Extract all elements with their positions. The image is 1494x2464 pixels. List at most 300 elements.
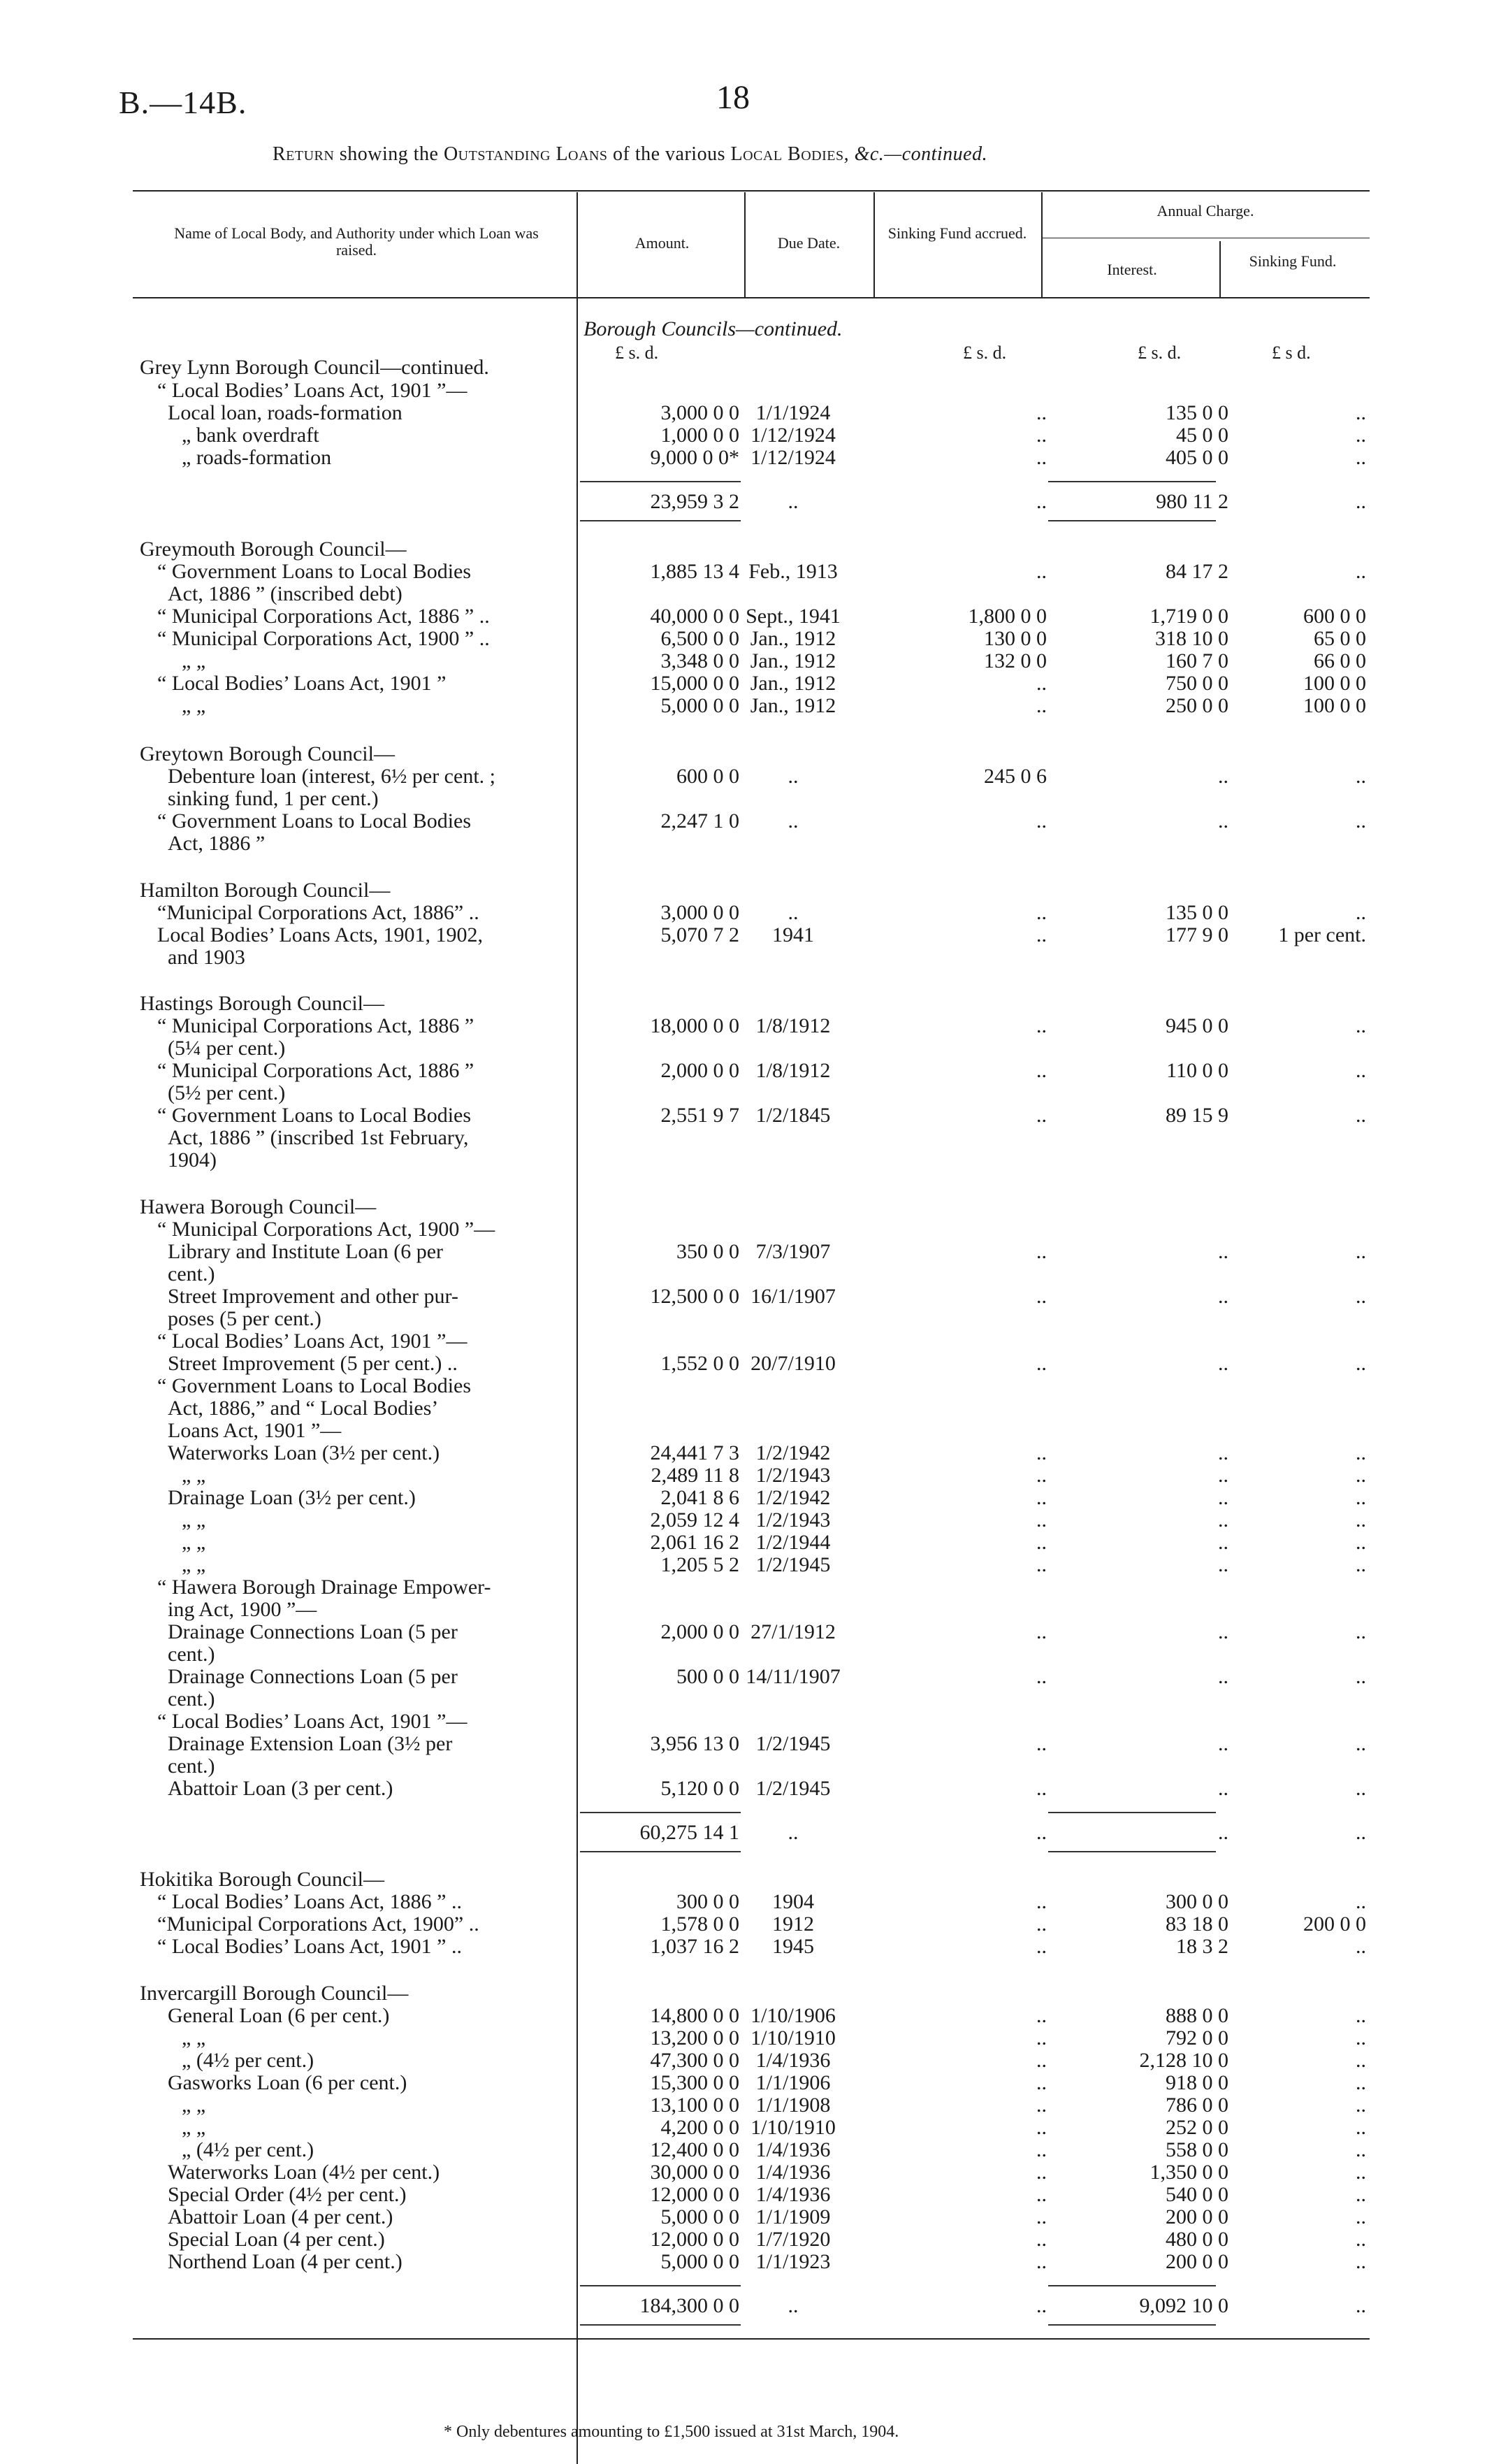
table-row [0, 1330, 1494, 1353]
table-row [0, 605, 1494, 628]
loan-description: “ Local Bodies’ Loans Act, 1901 ” .. [157, 1935, 462, 1958]
due-date-cell: .. [788, 901, 799, 924]
sinking-accrued-cell: .. [1036, 1665, 1047, 1688]
loan-description: “ Local Bodies’ Loans Act, 1901 ” [157, 672, 447, 695]
interest-cell: 135 0 0 [1166, 401, 1228, 424]
due-date-cell: 1/2/1945 [755, 1553, 831, 1576]
sinking-accrued-cell: .. [1036, 1240, 1047, 1263]
due-date-cell: 1/2/1943 [755, 1464, 831, 1487]
sinking-fund-cell: .. [1356, 1890, 1366, 1913]
loan-description: „ bank overdraft [182, 424, 319, 447]
table-row [0, 1599, 1494, 1621]
sinking-fund-cell: .. [1356, 1104, 1366, 1127]
loan-description: “ Municipal Corporations Act, 1886 ” [157, 1014, 474, 1037]
table-row [0, 1532, 1494, 1554]
sinking-fund-cell: .. [1356, 2049, 1366, 2072]
amount-cell: 15,300 0 0 [650, 2071, 739, 2094]
total-amount-rule [580, 1851, 741, 1852]
amount-cell: 47,300 0 0 [650, 2049, 739, 2072]
due-date-cell: 1/4/1936 [755, 2138, 831, 2161]
loan-description: „ (4½ per cent.) [182, 2138, 314, 2161]
loan-description: „ „ [182, 1553, 206, 1576]
loan-description: „ „ [182, 2094, 206, 2117]
amount-cell: 30,000 0 0 [650, 2161, 739, 2184]
amount-cell: 2,059 12 4 [650, 1508, 739, 1532]
loan-description: “ Hawera Borough Drainage Empower- [157, 1576, 491, 1599]
sinking-accrued-cell: .. [1036, 1912, 1047, 1936]
loan-description: Library and Institute Loan (6 per [168, 1240, 444, 1263]
table-row [0, 1082, 1494, 1104]
sinking-accrued-cell: .. [1036, 1531, 1047, 1554]
sinking-fund-cell: .. [1356, 2026, 1366, 2049]
col-name-header: Name of Local Body, and Authority under which Loan was raised. [174, 224, 539, 259]
table-row [0, 2251, 1494, 2273]
sinking-accrued-cell: .. [1036, 2094, 1047, 2117]
title-prefix: Return [273, 143, 335, 165]
table-row [0, 1621, 1494, 1643]
due-date-cell: 1/2/1943 [755, 1508, 831, 1532]
sinking-accrued-cell: .. [1036, 401, 1047, 424]
table-row [0, 833, 1494, 855]
amount-cell: 4,200 0 0 [660, 2116, 739, 2139]
sinking-fund-cell: 600 0 0 [1303, 605, 1366, 628]
sinking-accrued-cell: .. [1036, 2026, 1047, 2049]
table-row [0, 1375, 1494, 1397]
interest-cell: 1,350 0 0 [1149, 2161, 1228, 2184]
loan-description: Drainage Loan (3½ per cent.) [168, 1486, 416, 1509]
total-interest-rule [1048, 1851, 1216, 1852]
sinking-fund-cell: .. [1356, 1240, 1366, 1263]
table-row [0, 1104, 1494, 1127]
amount-cell: 5,120 0 0 [660, 1777, 739, 1800]
due-date-cell: 20/7/1910 [750, 1352, 836, 1375]
loan-description: “ Municipal Corporations Act, 1886 ” .. [157, 605, 490, 628]
amount-cell: 1,000 0 0 [660, 424, 739, 447]
amount-cell: 24,441 7 3 [650, 1441, 739, 1464]
sinking-accrued-cell: .. [1036, 1553, 1047, 1576]
sinking-fund-cell: .. [1356, 1352, 1366, 1375]
interest-cell: 300 0 0 [1166, 1890, 1228, 1913]
title-suffix: , &c.—continued. [843, 143, 988, 165]
loan-description: “ Local Bodies’ Loans Act, 1901 ”— [157, 379, 467, 402]
sinking-fund-cell: 65 0 0 [1314, 627, 1366, 650]
table-row [0, 2117, 1494, 2139]
sinking-fund-cell: .. [1356, 490, 1366, 513]
interest-cell: .. [1218, 1441, 1228, 1464]
sinking-fund-cell: 200 0 0 [1303, 1912, 1366, 1936]
loan-description: „ roads-formation [182, 446, 332, 469]
col-divider-5 [1219, 241, 1221, 297]
amount-cell: 500 0 0 [676, 1665, 739, 1688]
table-row [0, 402, 1494, 424]
loan-description: Act, 1886,” and “ Local Bodies’ [168, 1397, 439, 1420]
sinking-accrued-cell: .. [1036, 901, 1047, 924]
table-row [0, 2184, 1494, 2206]
total-interest-rule [1048, 2324, 1216, 2326]
sinking-accrued-cell: .. [1036, 1104, 1047, 1127]
due-date-cell: 1/4/1936 [755, 2183, 831, 2206]
loan-description: Northend Loan (4 per cent.) [168, 2250, 402, 2273]
table-row [0, 765, 1494, 788]
total-amount-rule [580, 520, 741, 521]
col-sinking-fund-header: Sinking Fund. [1249, 252, 1337, 270]
interest-cell: 45 0 0 [1176, 424, 1228, 447]
loan-description: Street Improvement and other pur- [168, 1285, 458, 1308]
amount-cell: 3,000 0 0 [660, 901, 739, 924]
sinking-accrued-cell: .. [1036, 1935, 1047, 1958]
interest-cell: 980 11 2 [1156, 490, 1228, 513]
table-row [0, 2206, 1494, 2228]
sinking-accrued-cell: .. [1036, 1508, 1047, 1532]
table-row [0, 1015, 1494, 1037]
amount-cell: 3,348 0 0 [660, 649, 739, 672]
loan-description: „ „ [182, 1508, 206, 1532]
sinking-fund-cell: .. [1356, 2228, 1366, 2251]
amount-cell: 1,552 0 0 [660, 1352, 739, 1375]
table-row [0, 628, 1494, 650]
page-number: 18 [716, 79, 750, 116]
sinking-fund-cell: .. [1356, 765, 1366, 788]
interest-cell: 177 9 0 [1166, 923, 1228, 946]
sinking-fund-cell: .. [1356, 401, 1366, 424]
amount-cell: 2,551 9 7 [660, 1104, 739, 1127]
col-sinking-accrued-header: Sinking Fund accrued. [887, 224, 1027, 242]
total-interest-rule [1048, 2285, 1216, 2286]
due-date-cell: Sept., 1941 [746, 605, 841, 628]
loan-description: Waterworks Loan (3½ per cent.) [168, 1441, 440, 1464]
amount-cell: 600 0 0 [676, 765, 739, 788]
table-row [0, 1576, 1494, 1599]
sinking-fund-cell: .. [1356, 2183, 1366, 2206]
local-body-heading: Hamilton Borough Council— [140, 879, 391, 902]
sinking-accrued-cell: .. [1036, 1821, 1047, 1844]
interest-cell: 2,128 10 0 [1139, 2049, 1228, 2072]
interest-cell: .. [1218, 1821, 1228, 1844]
interest-cell: 540 0 0 [1166, 2183, 1228, 2206]
title-mid2: of the various [607, 143, 731, 165]
col-due-header: Due Date. [777, 234, 841, 252]
page-title [273, 143, 987, 166]
amount-cell: 2,000 0 0 [660, 1059, 739, 1082]
interest-cell: .. [1218, 1464, 1228, 1487]
interest-cell: .. [1218, 1665, 1228, 1688]
interest-cell: 200 0 0 [1166, 2205, 1228, 2228]
table-row [0, 1666, 1494, 1688]
table-row [0, 879, 1494, 902]
loan-description: “ Government Loans to Local Bodies [157, 1374, 472, 1397]
due-date-cell: 1/1/1924 [755, 401, 831, 424]
amount-cell: 13,100 0 0 [650, 2094, 739, 2117]
loan-description: „ „ [182, 649, 206, 672]
loan-description: Debenture loan (interest, 6½ per cent. ; [168, 765, 495, 788]
sinking-accrued-cell: .. [1036, 424, 1047, 447]
sinking-accrued-cell: .. [1036, 1285, 1047, 1308]
interest-cell: 1,719 0 0 [1149, 605, 1228, 628]
amount-cell: 300 0 0 [676, 1890, 739, 1913]
table-row [0, 1241, 1494, 1263]
sinking-fund-cell: .. [1356, 1777, 1366, 1800]
table-row [0, 743, 1494, 765]
amount-cell: 350 0 0 [676, 1240, 739, 1263]
sinking-accrued-cell: .. [1036, 2250, 1047, 2273]
sinking-accrued-cell: .. [1036, 1486, 1047, 1509]
amount-cell: 5,000 0 0 [660, 694, 739, 717]
due-date-cell: 1/1/1906 [755, 2071, 831, 2094]
due-date-cell: 1/1/1909 [755, 2205, 831, 2228]
total-interest-rule [1048, 481, 1216, 482]
loan-description: Act, 1886 ” (inscribed 1st February, [168, 1126, 469, 1149]
table-row [0, 1442, 1494, 1464]
loan-description: cent.) [168, 1687, 215, 1710]
sinking-fund-cell: .. [1356, 2004, 1366, 2027]
due-date-cell: 1941 [772, 923, 814, 946]
sinking-accrued-cell: .. [1036, 1777, 1047, 1800]
sinking-accrued-cell: .. [1036, 2049, 1047, 2072]
loan-description: Waterworks Loan (4½ per cent.) [168, 2161, 440, 2184]
col-interest-header: Interest. [1107, 261, 1157, 278]
loan-description: ing Act, 1900 ”— [168, 1598, 317, 1621]
due-date-cell: .. [788, 765, 799, 788]
sinking-accrued-cell: .. [1036, 1620, 1047, 1643]
interest-cell: 9,092 10 0 [1139, 2294, 1228, 2317]
amount-cell: 12,400 0 0 [650, 2138, 739, 2161]
due-date-cell: 1/2/1944 [755, 1531, 831, 1554]
loan-description: (5½ per cent.) [168, 1081, 286, 1104]
due-date-cell: Feb., 1913 [748, 560, 838, 583]
due-date-cell: 1/4/1936 [755, 2049, 831, 2072]
loan-description: cent.) [168, 1262, 215, 1285]
local-body-heading: Grey Lynn Borough Council—continued. [140, 356, 489, 379]
table-row [0, 1643, 1494, 1666]
sinking-accrued-cell: .. [1036, 560, 1047, 583]
sinking-accrued-cell: 130 0 0 [984, 627, 1047, 650]
interest-cell: 318 10 0 [1155, 627, 1228, 650]
sinking-fund-cell: 1 per cent. [1278, 923, 1366, 946]
local-body-heading: Hastings Borough Council— [140, 992, 384, 1015]
sinking-fund-cell: 100 0 0 [1303, 672, 1366, 695]
interest-cell: 918 0 0 [1166, 2071, 1228, 2094]
due-date-cell: 1/10/1910 [750, 2026, 836, 2049]
interest-cell: 160 7 0 [1166, 649, 1228, 672]
amount-cell: 13,200 0 0 [650, 2026, 739, 2049]
loan-description: Loans Act, 1901 ”— [168, 1419, 342, 1442]
amount-cell: 14,800 0 0 [650, 2004, 739, 2027]
sinking-fund-cell: .. [1356, 2094, 1366, 2117]
table-row [0, 424, 1494, 447]
local-body-heading: Hokitika Borough Council— [140, 1868, 384, 1891]
sinking-accrued-cell: .. [1036, 1464, 1047, 1487]
interest-cell: .. [1218, 1777, 1228, 1800]
sinking-accrued-cell: .. [1036, 1732, 1047, 1755]
table-row [0, 1891, 1494, 1913]
amount-cell: 2,061 16 2 [650, 1531, 739, 1554]
sinking-accrued-cell: .. [1036, 2294, 1047, 2317]
table-row [0, 2228, 1494, 2251]
interest-cell: .. [1218, 1486, 1228, 1509]
table-row [0, 1037, 1494, 1060]
sinking-accrued-cell: .. [1036, 446, 1047, 469]
table-row [0, 2161, 1494, 2184]
loan-description: sinking fund, 1 per cent.) [168, 787, 379, 810]
loan-description: „ (4½ per cent.) [182, 2049, 314, 2072]
loan-description: 1904) [168, 1148, 217, 1172]
table-row [0, 561, 1494, 583]
due-date-cell: 1/8/1912 [755, 1014, 831, 1037]
local-body-heading: Greymouth Borough Council— [140, 538, 407, 561]
sinking-accrued-cell: .. [1036, 1352, 1047, 1375]
title-smallcaps: Outstanding Loans [443, 143, 608, 165]
amount-cell: 3,000 0 0 [660, 401, 739, 424]
sinking-accrued-cell: .. [1036, 1890, 1047, 1913]
table-row [0, 1688, 1494, 1710]
table-row [0, 2139, 1494, 2161]
table-row [0, 672, 1494, 695]
due-date-cell: 1945 [772, 1935, 814, 1958]
col-divider-2 [744, 192, 746, 297]
sinking-fund-cell: .. [1356, 2161, 1366, 2184]
interest-cell: 18 3 2 [1176, 1935, 1228, 1958]
amount-cell: 2,041 8 6 [660, 1486, 739, 1509]
due-date-cell: Jan., 1912 [750, 627, 836, 650]
table-row [0, 1982, 1494, 2005]
interest-cell: 252 0 0 [1166, 2116, 1228, 2139]
interest-cell: 250 0 0 [1166, 694, 1228, 717]
table-row [0, 788, 1494, 810]
due-date-cell: 7/3/1907 [755, 1240, 831, 1263]
table-row [0, 1913, 1494, 1936]
interest-cell: .. [1218, 1285, 1228, 1308]
amount-cell: 2,247 1 0 [660, 809, 739, 833]
due-date-cell: .. [788, 1821, 799, 1844]
due-date-cell: 1/8/1912 [755, 1059, 831, 1082]
sinking-fund-cell: .. [1356, 560, 1366, 583]
due-date-cell: 1/12/1924 [750, 446, 836, 469]
loan-description: Act, 1886 ” [168, 832, 266, 855]
amount-cell: 18,000 0 0 [650, 1014, 739, 1037]
interest-cell: .. [1218, 809, 1228, 833]
table-row [0, 695, 1494, 717]
amount-cell: 2,489 11 8 [651, 1464, 739, 1487]
col-divider-4 [1041, 192, 1043, 297]
interest-cell: 84 17 2 [1166, 560, 1228, 583]
sinking-accrued-cell: 1,800 0 0 [968, 605, 1047, 628]
table-row [0, 946, 1494, 969]
total-interest-rule [1048, 520, 1216, 521]
due-date-cell: 1/2/1942 [755, 1486, 831, 1509]
loan-description: “ Government Loans to Local Bodies [157, 809, 472, 833]
sinking-fund-cell: .. [1356, 424, 1366, 447]
sinking-accrued-cell: .. [1036, 2183, 1047, 2206]
sinking-accrued-cell: .. [1036, 694, 1047, 717]
due-date-cell: Jan., 1912 [750, 694, 836, 717]
sinking-fund-cell: .. [1356, 2116, 1366, 2139]
loan-description: Special Loan (4 per cent.) [168, 2228, 385, 2251]
interest-cell: 110 0 0 [1166, 1059, 1228, 1082]
sinking-fund-cell: .. [1356, 2138, 1366, 2161]
sinking-fund-cell: .. [1356, 1935, 1366, 1958]
interest-cell: 200 0 0 [1166, 2250, 1228, 2273]
table-row [0, 2072, 1494, 2094]
amount-cell: 1,578 0 0 [660, 1912, 739, 1936]
table-row [0, 1733, 1494, 1755]
amount-cell: 12,000 0 0 [650, 2228, 739, 2251]
due-date-cell: 1912 [772, 1912, 814, 1936]
interest-cell: 405 0 0 [1166, 446, 1228, 469]
amount-cell: 5,000 0 0 [660, 2250, 739, 2273]
table-row [0, 1710, 1494, 1733]
sinking-fund-cell: 66 0 0 [1314, 649, 1366, 672]
sinking-accrued-cell: .. [1036, 2004, 1047, 2027]
total-row [0, 2295, 1494, 2317]
sinking-fund-cell: .. [1356, 1620, 1366, 1643]
loan-description: Local loan, roads-formation [168, 401, 402, 424]
amount-cell: 6,500 0 0 [660, 627, 739, 650]
total-interest-rule [1048, 1812, 1216, 1813]
interest-cell: 786 0 0 [1166, 2094, 1228, 2117]
sinking-accrued-cell: .. [1036, 923, 1047, 946]
title-mid1: showing the [334, 143, 444, 165]
amount-cell: 1,885 13 4 [650, 560, 739, 583]
loan-description: Street Improvement (5 per cent.) .. [168, 1352, 458, 1375]
interest-cell: 888 0 0 [1166, 2004, 1228, 2027]
interest-cell: 558 0 0 [1166, 2138, 1228, 2161]
interest-cell: 792 0 0 [1166, 2026, 1228, 2049]
sinking-fund-unit: £ s d. [1272, 343, 1311, 363]
due-date-cell: 1/10/1906 [750, 2004, 836, 2027]
table-row [0, 810, 1494, 833]
sinking-unit: £ s. d. [963, 343, 1007, 363]
sinking-fund-cell: .. [1356, 1821, 1366, 1844]
due-date-cell: 14/11/1907 [746, 1665, 841, 1688]
total-row [0, 491, 1494, 513]
footnote: * Only debentures amounting to £1,500 issued at 31st March, 1904. [444, 2423, 899, 2441]
due-date-cell: .. [788, 809, 799, 833]
sinking-fund-cell: .. [1356, 2294, 1366, 2317]
table-row [0, 356, 1494, 379]
table-row [0, 2049, 1494, 2072]
amount-cell: 184,300 0 0 [639, 2294, 739, 2317]
sinking-accrued-cell: .. [1036, 672, 1047, 695]
amount-cell: 60,275 14 1 [639, 1821, 739, 1844]
total-amount-rule [580, 2285, 741, 2286]
loan-description: “Municipal Corporations Act, 1900” .. [157, 1912, 479, 1936]
due-date-cell: 1/4/1936 [755, 2161, 831, 2184]
sinking-fund-cell: .. [1356, 901, 1366, 924]
loan-description: Act, 1886 ” (inscribed debt) [168, 582, 402, 605]
loan-description: “ Municipal Corporations Act, 1900 ” .. [157, 627, 490, 650]
sinking-fund-cell: .. [1356, 1441, 1366, 1464]
amount-cell: 40,000 0 0 [650, 605, 739, 628]
interest-cell: .. [1218, 1531, 1228, 1554]
table-row [0, 2094, 1494, 2117]
table-row [0, 1196, 1494, 1218]
table-row [0, 1060, 1494, 1082]
loan-description: and 1903 [168, 946, 245, 969]
table-row [0, 902, 1494, 924]
sinking-accrued-cell: 245 0 6 [984, 765, 1047, 788]
amount-cell: 2,000 0 0 [660, 1620, 739, 1643]
interest-cell: 135 0 0 [1166, 901, 1228, 924]
due-date-cell: Jan., 1912 [750, 649, 836, 672]
due-date-cell: 1904 [772, 1890, 814, 1913]
table-row [0, 1755, 1494, 1778]
table-row [0, 2005, 1494, 2027]
due-date-cell: .. [788, 2294, 799, 2317]
table-row [0, 1263, 1494, 1285]
title-smallcaps-2: Local Bodies [730, 143, 844, 165]
loan-description: cent.) [168, 1755, 215, 1778]
sinking-fund-cell: .. [1356, 1531, 1366, 1554]
